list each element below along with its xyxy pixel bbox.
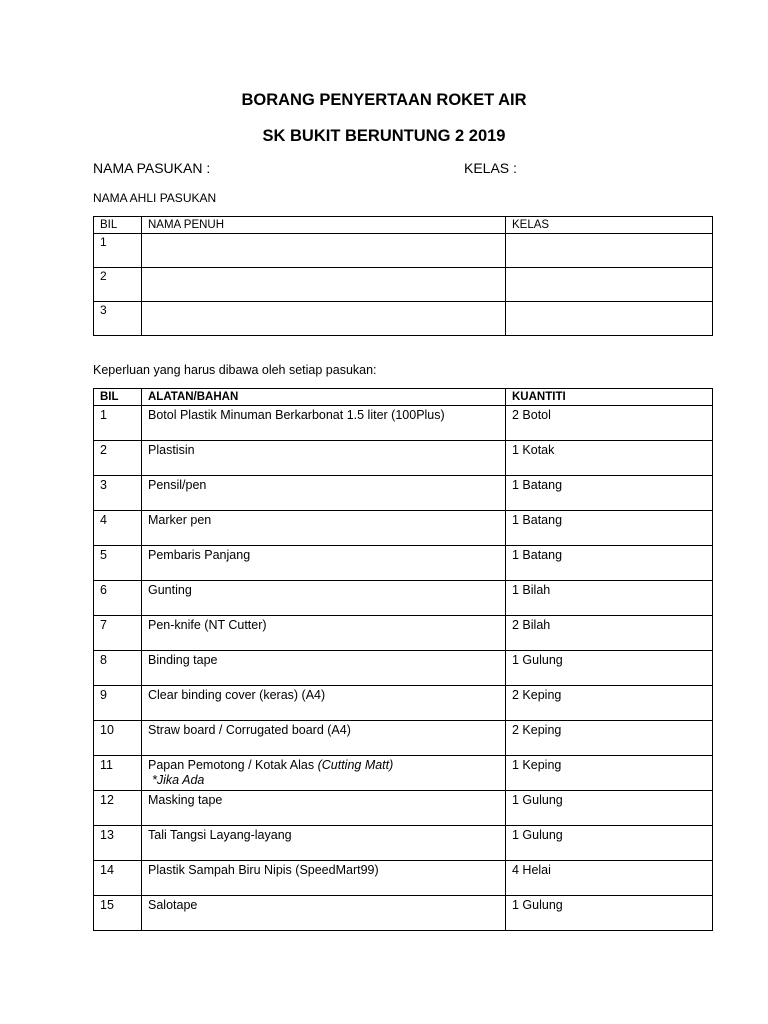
requirements-table-header <box>94 389 713 406</box>
col-header-name: NAMA PENUH <box>142 217 506 234</box>
table-row <box>94 826 713 861</box>
item-qty: 1 Batang <box>506 511 713 546</box>
table-row <box>94 302 713 336</box>
item-bil: 8 <box>94 651 142 686</box>
item-bil: 14 <box>94 861 142 896</box>
col-header-kelas: KELAS <box>506 217 713 234</box>
members-label: NAMA AHLI PASUKAN <box>93 191 217 205</box>
table-row <box>94 756 713 791</box>
member-bil: 1 <box>94 234 142 268</box>
requirements-intro: Keperluan yang harus dibawa oleh setiap pasukan: <box>93 363 377 377</box>
members-table <box>93 216 713 336</box>
item-name: Pembaris Panjang <box>142 546 506 581</box>
table-row <box>94 476 713 511</box>
table-row <box>94 616 713 651</box>
table-row <box>94 234 713 268</box>
item-qty: 1 Gulung <box>506 826 713 861</box>
table-row <box>94 581 713 616</box>
item-qty: 1 Bilah <box>506 581 713 616</box>
item-bil: 11 <box>94 756 142 791</box>
item-name: Marker pen <box>142 511 506 546</box>
item-bil: 4 <box>94 511 142 546</box>
item-name: Masking tape <box>142 791 506 826</box>
item-qty: 1 Gulung <box>506 651 713 686</box>
item-qty: 2 Bilah <box>506 616 713 651</box>
item-qty: 1 Kotak <box>506 441 713 476</box>
item-bil: 5 <box>94 546 142 581</box>
item-name: Pensil/pen <box>142 476 506 511</box>
item-bil: 13 <box>94 826 142 861</box>
team-name-label: NAMA PASUKAN : <box>93 160 211 176</box>
document-title: BORANG PENYERTAAN ROKET AIR <box>241 91 527 109</box>
item-name: Straw board / Corrugated board (A4) <box>142 721 506 756</box>
member-name-cell[interactable] <box>142 268 506 302</box>
item-qty: 2 Keping <box>506 686 713 721</box>
table-row <box>94 511 713 546</box>
member-kelas-cell[interactable] <box>506 234 713 268</box>
member-name-cell[interactable] <box>142 302 506 336</box>
item-name: Plastisin <box>142 441 506 476</box>
item-note: *Jika Ada <box>152 773 205 787</box>
table-row <box>94 441 713 476</box>
item-bil: 10 <box>94 721 142 756</box>
item-bil: 7 <box>94 616 142 651</box>
item-name-italic: (Cutting Matt) <box>317 758 394 772</box>
member-kelas-cell[interactable] <box>506 268 713 302</box>
member-bil: 2 <box>94 268 142 302</box>
table-row <box>94 896 713 931</box>
table-row <box>94 791 713 826</box>
item-name: Plastik Sampah Biru Nipis (SpeedMart99) <box>142 861 506 896</box>
member-name-cell[interactable] <box>142 234 506 268</box>
item-qty: 1 Batang <box>506 476 713 511</box>
item-name: Botol Plastik Minuman Berkarbonat 1.5 liter (100Plus) <box>142 406 506 441</box>
item-name: Binding tape <box>142 651 506 686</box>
item-bil: 1 <box>94 406 142 441</box>
table-row <box>94 686 713 721</box>
item-bil: 12 <box>94 791 142 826</box>
item-qty: 1 Gulung <box>506 896 713 931</box>
document-subtitle: SK BUKIT BERUNTUNG 2 2019 <box>262 127 506 145</box>
item-name <box>142 756 506 791</box>
table-row <box>94 651 713 686</box>
col-header-bil: BIL <box>94 389 142 406</box>
table-row <box>94 546 713 581</box>
member-bil: 3 <box>94 302 142 336</box>
col-header-bil: BIL <box>94 217 142 234</box>
table-row <box>94 721 713 756</box>
member-kelas-cell[interactable] <box>506 302 713 336</box>
item-bil: 6 <box>94 581 142 616</box>
item-qty: 1 Gulung <box>506 791 713 826</box>
item-bil: 9 <box>94 686 142 721</box>
table-row <box>94 268 713 302</box>
item-qty: 1 Batang <box>506 546 713 581</box>
members-table-header <box>94 217 713 234</box>
item-bil: 15 <box>94 896 142 931</box>
item-qty: 1 Keping <box>506 756 713 791</box>
item-qty: 2 Botol <box>506 406 713 441</box>
item-bil: 2 <box>94 441 142 476</box>
item-name: Tali Tangsi Layang-layang <box>142 826 506 861</box>
table-row <box>94 406 713 441</box>
item-qty: 2 Keping <box>506 721 713 756</box>
class-label: KELAS : <box>464 160 517 176</box>
item-name: Salotape <box>142 896 506 931</box>
item-bil: 3 <box>94 476 142 511</box>
item-name-text: Papan Pemotong / Kotak Alas <box>148 758 315 772</box>
item-name: Pen-knife (NT Cutter) <box>142 616 506 651</box>
item-name: Gunting <box>142 581 506 616</box>
table-row <box>94 861 713 896</box>
item-qty: 4 Helai <box>506 861 713 896</box>
requirements-table <box>93 388 713 931</box>
item-name: Clear binding cover (keras) (A4) <box>142 686 506 721</box>
col-header-item: ALATAN/BAHAN <box>142 389 506 406</box>
col-header-qty: KUANTITI <box>506 389 713 406</box>
